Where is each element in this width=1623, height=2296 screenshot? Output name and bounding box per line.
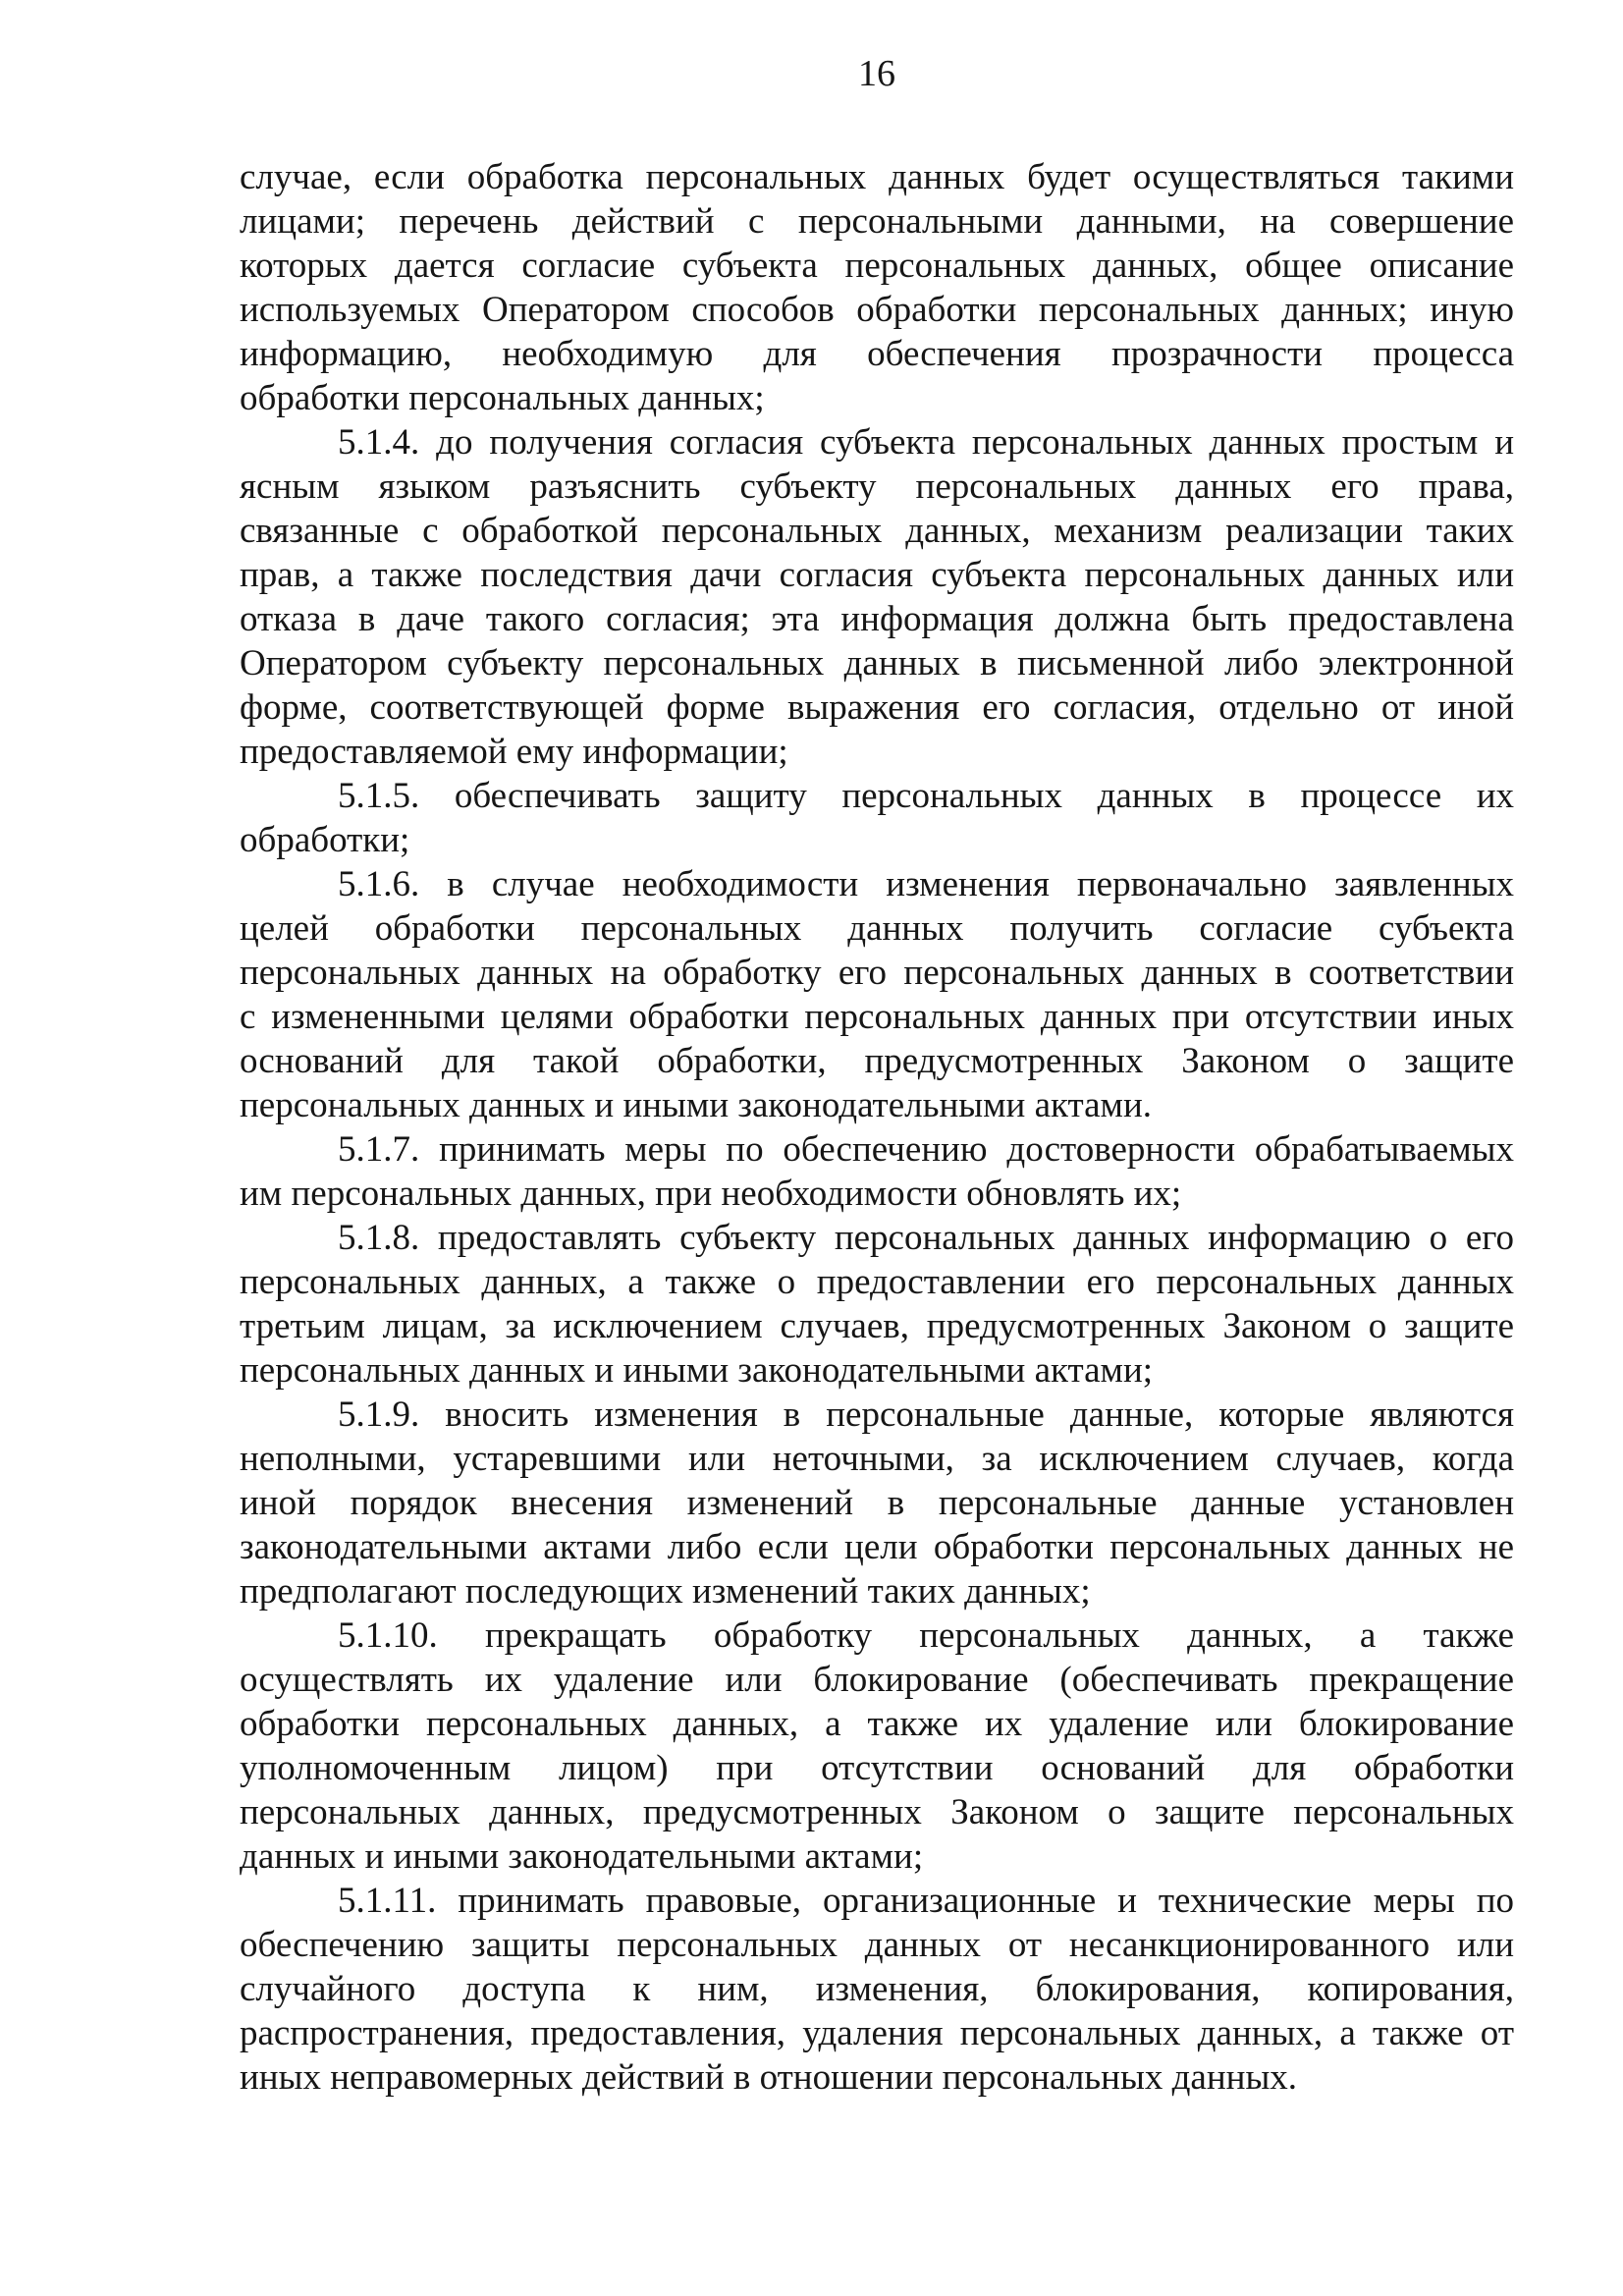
text-line: оснований для такой обработки, предусмотренных Законом о защите xyxy=(240,1041,1514,1081)
text-line: предоставляемой ему информации; xyxy=(240,732,788,772)
text-line: случайного доступа к ним, изменения, блокирования, копирования, xyxy=(240,1969,1514,2009)
text-line: осуществлять их удаление или блокирование (обеспечивать прекращение xyxy=(240,1660,1514,1700)
text-line: 5.1.4. до получения согласия субъекта персональных данных простым и xyxy=(338,422,1514,463)
text-line: случае, если обработка персональных данных будет осуществляться такими xyxy=(240,157,1514,197)
text-line: 5.1.11. принимать правовые, организационные и технические меры по xyxy=(338,1881,1514,1921)
text-line: форме, соответствующей форме выражения его согласия, отдельно от иной xyxy=(240,687,1514,728)
text-line: прав, а также последствия дачи согласия субъекта персональных данных или xyxy=(240,555,1514,595)
page-number: 16 xyxy=(858,53,895,94)
text-line: обработки персональных данных, а также их удаление или блокирование xyxy=(240,1704,1514,1744)
text-line: 5.1.10. прекращать обработку персональных данных, а также xyxy=(338,1615,1514,1656)
text-line: обеспечению защиты персональных данных от несанкционированного или xyxy=(240,1925,1514,1965)
text-line: с измененными целями обработки персональных данных при отсутствии иных xyxy=(240,997,1514,1037)
text-line: связанные с обработкой персональных данных, механизм реализации таких xyxy=(240,511,1514,551)
text-line: персональных данных и иными законодательными актами; xyxy=(240,1350,1154,1391)
paragraph xyxy=(240,1613,1514,1879)
paragraph xyxy=(240,1127,1514,1216)
text-line: персональных данных и иными законодательными актами. xyxy=(240,1085,1153,1125)
text-line: распространения, предоставления, удаления персональных данных, а также от xyxy=(240,2013,1514,2053)
text-line: Оператором субъекту персональных данных в письменной либо электронной xyxy=(240,643,1514,683)
text-line: уполномоченным лицом) при отсутствии оснований для обработки xyxy=(240,1748,1514,1788)
text-line: им персональных данных, при необходимости обновлять их; xyxy=(240,1174,1182,1214)
text-line: целей обработки персональных данных получить согласие субъекта xyxy=(240,908,1514,949)
paragraph xyxy=(240,155,1514,420)
text-line: предполагают последующих изменений таких данных; xyxy=(240,1571,1091,1612)
text-line: неполными, устаревшими или неточными, за исключением случаев, когда xyxy=(240,1439,1514,1479)
text-line: законодательными актами либо если цели обработки персональных данных не xyxy=(240,1527,1514,1567)
text-line: обработки персональных данных; xyxy=(240,378,765,418)
paragraph xyxy=(240,1393,1514,1613)
paragraph xyxy=(240,420,1514,774)
text-line: 5.1.9. вносить изменения в персональные данные, которые являются xyxy=(338,1394,1514,1435)
text-line: обработки; xyxy=(240,820,410,860)
text-block xyxy=(240,51,1514,2100)
document-body xyxy=(240,155,1514,2100)
text-line: 5.1.7. принимать меры по обеспечению достоверности обрабатываемых xyxy=(338,1129,1514,1170)
paragraph xyxy=(240,1879,1514,2100)
text-line: персональных данных, предусмотренных Законом о защите персональных xyxy=(240,1792,1514,1832)
text-line: используемых Оператором способов обработки персональных данных; иную xyxy=(240,290,1514,330)
text-line: ясным языком разъяснить субъекту персональных данных его права, xyxy=(240,466,1514,507)
text-line: информацию, необходимую для обеспечения прозрачности процесса xyxy=(240,334,1514,374)
text-line: данных и иными законодательными актами; xyxy=(240,1836,924,1877)
text-line: персональных данных на обработку его персональных данных в соответствии xyxy=(240,953,1514,993)
text-line: персональных данных, а также о предоставлении его персональных данных xyxy=(240,1262,1514,1302)
text-line: 5.1.8. предоставлять субъекту персональных данных информацию о его xyxy=(338,1218,1514,1258)
text-line: которых дается согласие субъекта персональных данных, общее описание xyxy=(240,246,1514,286)
text-line: третьим лицам, за исключением случаев, предусмотренных Законом о защите xyxy=(240,1306,1514,1346)
paragraph xyxy=(240,774,1514,862)
text-line: 5.1.6. в случае необходимости изменения первоначально заявленных xyxy=(338,864,1514,904)
text-line: 5.1.5. обеспечивать защиту персональных данных в процессе их xyxy=(338,776,1514,816)
text-line: иной порядок внесения изменений в персональные данные установлен xyxy=(240,1483,1514,1523)
text-line: отказа в даче такого согласия; эта информация должна быть предоставлена xyxy=(240,599,1514,639)
paragraph xyxy=(240,862,1514,1127)
paragraph xyxy=(240,1216,1514,1393)
text-line: лицами; перечень действий с персональными данными, на совершение xyxy=(240,201,1514,242)
text-line: иных неправомерных действий в отношении персональных данных. xyxy=(240,2057,1298,2098)
